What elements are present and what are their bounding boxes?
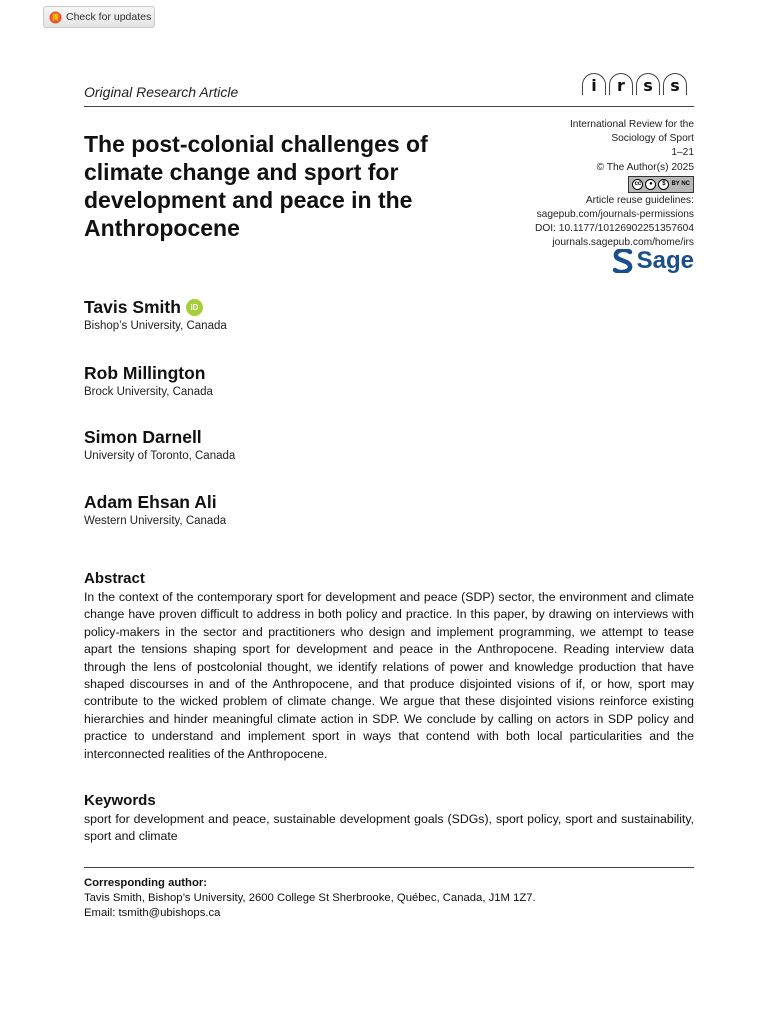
doi[interactable]: DOI: 10.1177/10126902251357604 bbox=[535, 223, 694, 235]
author-affiliation: University of Toronto, Canada bbox=[84, 450, 236, 462]
author-name-text: Tavis Smith bbox=[84, 297, 181, 317]
journal-name-line-1: International Review for the bbox=[569, 119, 694, 130]
check-for-updates-button[interactable] bbox=[43, 6, 155, 28]
footer-divider bbox=[84, 867, 694, 868]
author-name: Rob Millington bbox=[84, 363, 206, 383]
author-name bbox=[84, 297, 227, 318]
sage-s-icon bbox=[613, 249, 633, 273]
reuse-link[interactable]: sagepub.com/journals-permissions bbox=[536, 209, 694, 221]
nc-icon: $ bbox=[658, 179, 669, 190]
author-block bbox=[84, 427, 235, 462]
author-name: Simon Darnell bbox=[84, 427, 202, 447]
journal-home-link[interactable]: journals.sagepub.com/home/irs bbox=[552, 237, 694, 249]
article-type: Original Research Article bbox=[84, 84, 239, 100]
journal-name-line-2: Sociology of Sport bbox=[611, 133, 694, 145]
journal-logo-letter: s bbox=[663, 73, 687, 95]
reuse-label: Article reuse guidelines: bbox=[585, 194, 694, 206]
copyright: © The Author(s) 2025 bbox=[596, 161, 694, 173]
header-divider bbox=[84, 106, 694, 107]
check-updates-icon bbox=[49, 11, 62, 24]
cc-icon: cc bbox=[632, 179, 643, 190]
sage-logo bbox=[613, 247, 694, 275]
journal-logo bbox=[582, 73, 687, 95]
corresponding-author bbox=[84, 876, 694, 921]
journal-logo-letter: i bbox=[582, 73, 606, 95]
abstract-text: In the context of the contemporary sport for development and peace (SDP) sector, the environment and climate change have proven difficult to address in both policy and practice. In this paper, by drawing on interviews with policy-makers in the sector and practitioners who design and implement programming, we attempt to tease apart the tensions shaping sport for development and peace in the Anthropocene. Reading interview data through the lens of postcolonial thought, we identify relations of power and knowledge production that have shaped discourses in and of the Anthropocene, and that produce disjointed visions of if, or how, sport may contribute to the wicked problem of climate change. We argue that these disjointed visions reinforce existing hierarchies and hinder meaningful climate action in SDP. We conclude by calling on actors in SDP policy and practice to understand and implement sport in ways that contend with both local particularities and the interconnected realities of the Anthropocene. bbox=[84, 590, 694, 761]
corresponding-address: Tavis Smith, Bishop’s University, 2600 College St Sherbrooke, Québec, Canada, J1M 1Z7. bbox=[84, 892, 536, 904]
publisher-name: Sage bbox=[636, 247, 694, 274]
article-title: The post-colonial challenges of climate change and sport for development and peace in the Anthropocene bbox=[84, 131, 428, 241]
keywords-text: sport for development and peace, sustainable development goals (SDGs), sport policy, sport and sustainability, sport and climate bbox=[84, 812, 694, 844]
orcid-icon[interactable]: iD bbox=[186, 299, 203, 316]
corresponding-heading: Corresponding author: bbox=[84, 877, 208, 889]
abstract-heading: Abstract bbox=[84, 570, 145, 587]
journal-logo-letter: r bbox=[609, 73, 633, 95]
journal-info bbox=[464, 118, 694, 251]
keywords-heading: Keywords bbox=[84, 792, 156, 809]
creative-commons-badge[interactable] bbox=[628, 176, 694, 193]
corresponding-email[interactable]: Email: tsmith@ubishops.ca bbox=[84, 907, 221, 919]
check-updates-label: Check for updates bbox=[66, 11, 152, 23]
page-range: 1–21 bbox=[671, 147, 694, 159]
author-affiliation: Western University, Canada bbox=[84, 515, 227, 527]
author-block bbox=[84, 297, 227, 332]
author-block bbox=[84, 363, 213, 398]
cc-badge-label: BY NC bbox=[671, 181, 690, 188]
author-affiliation: Brock University, Canada bbox=[84, 386, 213, 398]
by-icon: ● bbox=[645, 179, 656, 190]
author-affiliation: Bishop’s University, Canada bbox=[84, 320, 227, 332]
journal-logo-letter: s bbox=[636, 73, 660, 95]
author-block bbox=[84, 492, 226, 527]
author-name: Adam Ehsan Ali bbox=[84, 492, 217, 512]
